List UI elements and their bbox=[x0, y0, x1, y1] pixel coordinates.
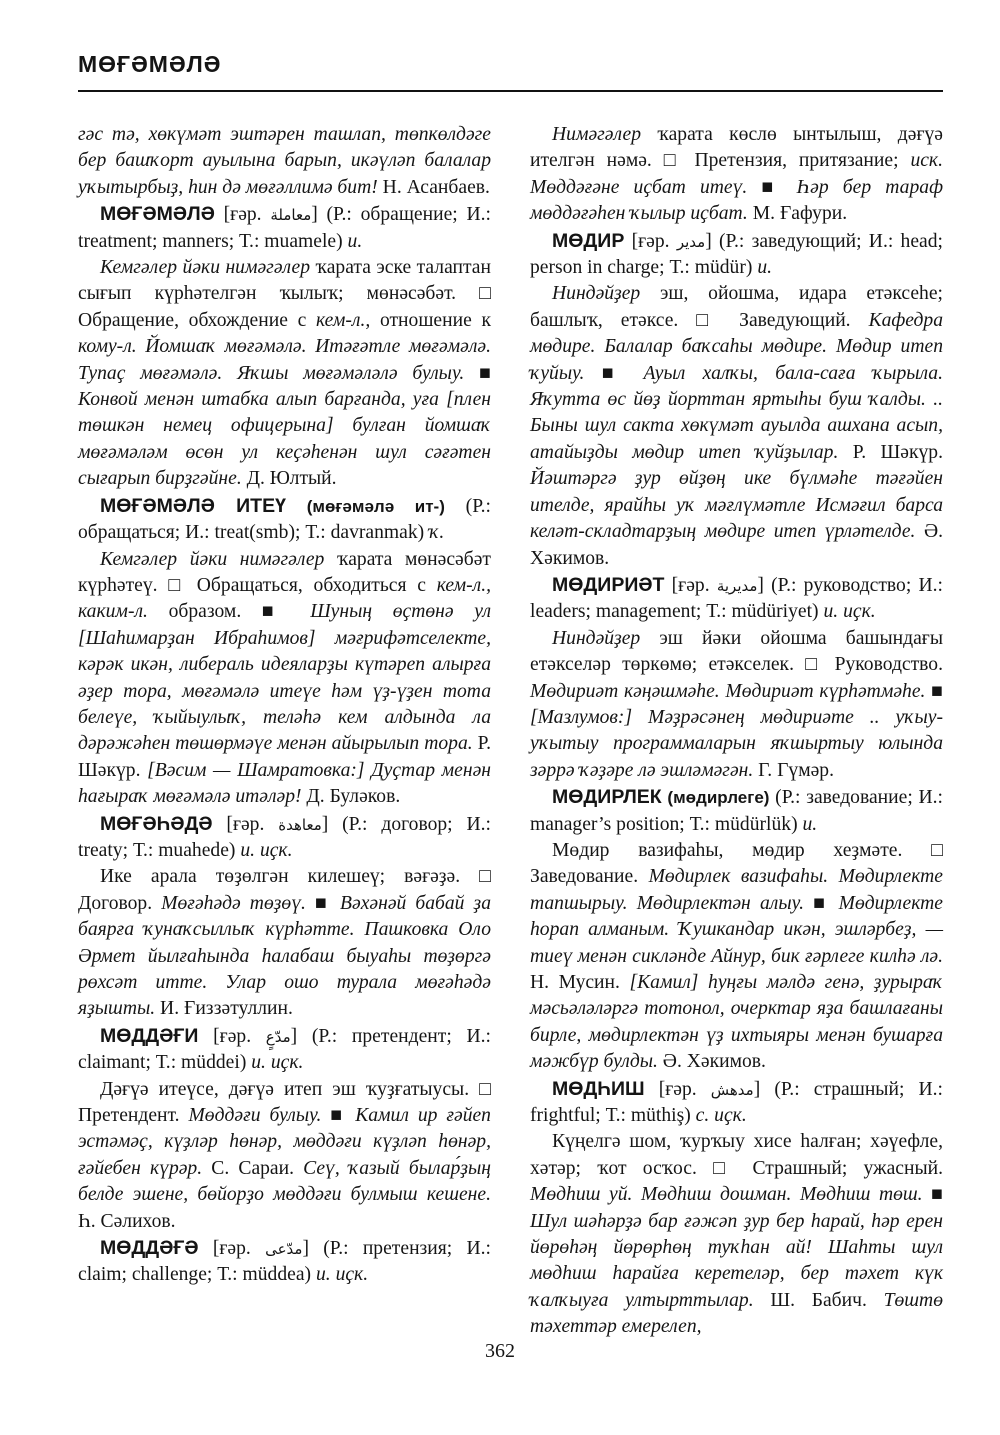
dictionary-entry bbox=[78, 201, 491, 255]
arabic-etymon: مديرية bbox=[716, 576, 758, 595]
text-run: ҡарата эске талаптан сығып күрһәтелгән ҡылыҡ; мөнәсәбәт. □ Обращение, обхождение с bbox=[78, 257, 491, 331]
headword: МӨҒӘМӘЛӘ ИТЕҮ bbox=[100, 494, 286, 517]
part-of-speech: и. bbox=[757, 257, 773, 279]
dictionary-entry bbox=[78, 811, 491, 865]
paragraph bbox=[78, 122, 491, 201]
translations: (Р.: обращаться; И.: treat(smb); Т.: davranmak) bbox=[78, 495, 491, 544]
etym-prefix: [ғәр. bbox=[664, 574, 717, 596]
dictionary-entry bbox=[530, 572, 943, 626]
part-of-speech: и. иҫк. bbox=[823, 601, 876, 623]
citation-author: С. Сараи. bbox=[202, 1157, 304, 1179]
text-run: образом. ■ bbox=[147, 601, 311, 623]
text-run: ҡарата мөнәсәбәт күрһәтеү. □ Обращаться, обходиться с bbox=[78, 548, 491, 596]
part-of-speech: и. bbox=[802, 813, 818, 835]
headword: МӨҒӘҺӘДӘ bbox=[100, 812, 213, 835]
text-run: кем-л., каким-л. bbox=[78, 574, 491, 623]
dictionary-entry bbox=[78, 1235, 491, 1289]
citation-author: И. Ғиззәтуллин. bbox=[155, 998, 293, 1020]
text-run: Мөдир вазифаһы, мөдир хеҙмәте. □ Заведование. bbox=[530, 839, 943, 888]
text-run: Мөддәғи булыу. bbox=[188, 1105, 322, 1127]
part-of-speech: ҡ. bbox=[429, 522, 445, 544]
definition bbox=[530, 281, 943, 571]
translations: ] (Р.: заведующий; И.: head; person in charge; Т.: müdür) bbox=[530, 230, 943, 279]
definition bbox=[78, 864, 491, 1022]
left-column bbox=[78, 122, 491, 1289]
arabic-etymon: مدير bbox=[676, 232, 706, 251]
translations: ] (Р.: претензия; И.: claim; challenge; Т.: müddea) bbox=[78, 1238, 491, 1286]
text-run: Кемгәлер йәки нимәгәлер bbox=[100, 548, 325, 570]
citation-author: Д. Буләков. bbox=[301, 786, 401, 808]
citation-author: Р. Шәкүр. bbox=[838, 441, 943, 463]
dictionary-entry bbox=[78, 493, 491, 547]
text-run: Нимәгәлер bbox=[552, 124, 642, 145]
square-marker: ■ bbox=[747, 176, 797, 198]
arabic-etymon: مدّعٍ bbox=[265, 1027, 291, 1046]
text-run: Мөдирлек вазифаһы. Мөдирлекте тапшырыу. Мөдирлектән алыу. bbox=[530, 866, 943, 914]
etym-prefix: [ғәр. bbox=[214, 204, 271, 226]
text-run: Йәштәргә ҙур өйҙөң ике бүлмәһе тәғәйен ителде, ярайһы уҡ мәғлүмәтле Исмәғил барса келәт-складтарҙың мөдире итеп үрләтелде. bbox=[530, 468, 943, 543]
part-of-speech: и. иҫк. bbox=[240, 839, 293, 861]
headword: МӨДДӘҒИ bbox=[100, 1024, 199, 1047]
text-run: [Камил] һуңғы мәлдә генә, ҙурыраҡ мәсьәләләргә тотонол, очерктар яҙа башлағаны бирле, мөдирлектән үҙ ихтыяры менән бушарға мәжбүр булды. bbox=[530, 972, 943, 1073]
headword: МӨДИР bbox=[552, 229, 625, 252]
text-run: Мөдһиш уй. Мөдһиш дошман. Мөдһиш төш. bbox=[530, 1184, 923, 1206]
text-run: Мөдириәт кәңәшмәһе. Мөдириәт күрһәтмәһе. bbox=[530, 680, 926, 702]
translations: ] (Р.: страшный; И.: frightful; Т.: müthiş) bbox=[530, 1078, 943, 1127]
citation-author: Р. Шәкүр. bbox=[78, 733, 491, 781]
square-marker: ■ bbox=[305, 892, 341, 914]
arabic-etymon: مدهش bbox=[710, 1080, 754, 1099]
headword: МӨДИРИӘТ bbox=[552, 573, 665, 596]
text-run: Ауыл халҡы, бала-саға ҡырыла. Яҡутта өс йөҙ йорттан яртыһы буш ҡалды. .. Быны шул сакта хөкүмәт ауылда ашхана асып, атайыҙды мөдир итеп ҡуйҙылар. bbox=[530, 362, 943, 463]
text-run: ҡарата көслө ынтылыш, дәғүә ителгән нәмә. □ Претензия, притязание; bbox=[530, 124, 943, 172]
square-marker: ■ bbox=[922, 1184, 944, 1206]
text-run: Шул шәһәрҙә бар ғәжәп ҙур бер һарай, һәр ерен йөрөһәң йөрөрһөң туҡһан ай! Шаһты шул мөдһиш һарайға керетеләр, бер тәхет күк ҡалҡыуға ултырттылар. bbox=[530, 1210, 943, 1311]
headword-form: (мөдирлеге) bbox=[667, 788, 770, 808]
part-of-speech: с. иҫк. bbox=[695, 1105, 747, 1127]
part-of-speech: и. иҫк. bbox=[315, 1264, 369, 1286]
text-run: эш йәки ойошма башындағы етәкселәр төркөмө; етәкселек. □ Руководство. bbox=[530, 627, 943, 676]
citation-author: Н. Асанбаев. bbox=[382, 176, 490, 198]
square-marker: ■ bbox=[803, 892, 839, 914]
definition bbox=[78, 547, 491, 811]
headword: МӨДҺИШ bbox=[552, 1077, 645, 1100]
text-run: Ниндәйҙер bbox=[552, 627, 641, 649]
citation-author: М. Ғафури. bbox=[747, 203, 848, 225]
text-run: Ике арала төҙөлгән килешеү; вәғәҙә. □ Договор. bbox=[78, 866, 491, 914]
text-run: нимәгәлер bbox=[225, 257, 311, 279]
translations: ] (Р.: договор; И.: treaty; Т.: muahede) bbox=[78, 813, 491, 861]
text-run: отношение к bbox=[370, 309, 492, 331]
definition bbox=[530, 838, 943, 1076]
definition bbox=[530, 1129, 943, 1340]
page-number: 362 bbox=[485, 1340, 515, 1362]
text-run: Сеү, ҡазый былар́ҙың белде эшене, бөйорҙо мөддәғи булмыш кешене. bbox=[78, 1157, 491, 1206]
text-run: Конвой менән штабка алып барғанда, уға [плен төшкән немец офицерына] булған йомшаҡ мөғәмәләм өсөн ул кеҫәһенән шул сәғәтен сығарып бирҙгәйне. bbox=[78, 389, 491, 490]
citation-author: Ә. Хәкимов. bbox=[530, 521, 943, 569]
definition bbox=[530, 626, 943, 784]
dictionary-entry bbox=[530, 228, 943, 282]
header-rule bbox=[78, 90, 943, 92]
citation-author: Н. Мусин. bbox=[530, 972, 630, 993]
square-marker: ■ bbox=[584, 362, 644, 384]
square-marker: ■ bbox=[925, 680, 943, 702]
right-column bbox=[530, 122, 943, 1341]
text-run: иск. Мөддәғәне иҫбат итеү. bbox=[530, 150, 943, 198]
citation-author: Ш. Бабич. bbox=[753, 1289, 884, 1311]
translations: (Р.: заведование; И.: manager’s position; Т.: müdürlük) bbox=[530, 787, 943, 835]
definition bbox=[78, 255, 491, 493]
dictionary-entry bbox=[530, 784, 943, 838]
translations: ] (Р.: претендент; И.: claimant; Т.: müddei) bbox=[78, 1025, 491, 1074]
text-run: Һәр бер тараф мөддәғәһен ҡылыр иҫбат. bbox=[530, 176, 943, 225]
etym-prefix: [ғәр. bbox=[624, 230, 677, 252]
text-run: Мөдирлекте һорап алманым. Ҡушкандар икән, эшләрбеҙ, — тиеү менән сикләнде Айнур, бик ғәрлеге килһә лә. bbox=[530, 892, 943, 967]
headword-form: (мөғәмәлә ит-) bbox=[306, 496, 445, 516]
text-run: Кемгәлер йәки bbox=[100, 257, 226, 279]
definition bbox=[78, 1077, 491, 1235]
text-run: Күңелгә шом, ҡурҡыу хисе һалған; хәүефле, хәтәр; ҡот осҡос. □ Страшный; ужасный. bbox=[530, 1131, 943, 1179]
dictionary-entry bbox=[530, 1076, 943, 1130]
text-run: Камил ир ғәйеп эстәмәҫ, күҙләр һөнәр, мөддәғи күҙләп һөнәр, ғәйебен күрәр. bbox=[78, 1105, 491, 1179]
text-run: эш, ойошма, идара етәксеһе; башлыҡ, етәксе. □ Заведующий. bbox=[530, 283, 943, 331]
square-marker: ■ bbox=[321, 1105, 356, 1127]
citation-author: Һ. Сәлихов. bbox=[78, 1210, 176, 1232]
text-run: Кафедра мөдире. Балалар баҡсаһы мөдире. Мөдир итеп ҡуйыу. bbox=[530, 309, 943, 384]
etym-prefix: [ғәр. bbox=[198, 1238, 266, 1260]
running-head: МӨҒӘМӘЛӘ bbox=[78, 51, 222, 77]
dictionary-entry bbox=[78, 1023, 491, 1077]
text-run: Ниндәйҙер bbox=[552, 283, 641, 305]
part-of-speech: и. bbox=[347, 230, 363, 252]
text-run: Дәғүә итеүсе, дәғүә итеп эш ҡуҙғатыусы. □ Претендент. bbox=[78, 1078, 491, 1127]
part-of-speech: и. иҫк. bbox=[251, 1052, 304, 1074]
etym-prefix: [ғәр. bbox=[644, 1078, 711, 1100]
text-run: [Мазлумов:] Мәҙрәсәнең мөдириәте .. уҡыу-уҡытыу программаларын яҡшыртыу юлында зәррә ҡәҙәре лә эшләмәгән. bbox=[530, 706, 943, 781]
citation-author: Ә. Хәкимов. bbox=[657, 1051, 766, 1073]
page-header bbox=[78, 50, 943, 78]
arabic-etymon: مدّعى bbox=[265, 1240, 303, 1259]
text-run: Төштө тәхеттәр емерелеп, bbox=[530, 1289, 943, 1338]
text-run: Шуның өҫтөнә ул [Шаһимарҙан Ибраһимов] мәғрифәтселекте, кәрәк икән, либераль идеяларҙы күтәреп алырға әҙер тора, мөғәмәлә итеүе һәм үҙ-үҙен тота белеүе, ҡыйыулыҡ, теләһә кем алдында ла дәрәжәһен төшөрмәүе менән айырылып тора. bbox=[78, 601, 492, 755]
square-marker: ■ bbox=[464, 362, 492, 384]
citation-author: Г. Гүмәр. bbox=[753, 759, 834, 781]
headword: МӨДДӘҒӘ bbox=[100, 1237, 199, 1260]
etym-prefix: [ғәр. bbox=[198, 1025, 266, 1047]
text-run: кому-л. Йомшаҡ мөғәмәлә. Итәғәтле мөғәмәлә. Тупаҫ мөғәмәлә. Яҡшы мөғәмәләлә булыу. bbox=[78, 336, 491, 384]
arabic-etymon: معاهدة bbox=[278, 815, 322, 834]
text-run: кем-л., bbox=[316, 309, 371, 331]
arabic-etymon: معاملة bbox=[270, 206, 312, 225]
definition bbox=[530, 122, 943, 228]
translations: ] (Р.: руководство; И.: leaders; management; Т.: müdüriyet) bbox=[530, 574, 943, 623]
text-run: Мөғәһәдә төҙөү. bbox=[161, 892, 306, 914]
text-run: Вәхәнәй бабай ҙа баярға ҡунаҡсыллыҡ күрһәтте. Пашковка Оло Әрмет йылғаһында һалабаш быуаһы төҙөргә рөхсәт итте. Улар ошо турала мөғәһәдә яҙышты. bbox=[78, 892, 491, 1020]
headword: МӨҒӘМӘЛӘ bbox=[100, 203, 215, 226]
etym-prefix: [ғәр. bbox=[212, 813, 279, 835]
headword: МӨДИРЛЕК bbox=[552, 786, 662, 809]
text-run: [Вәсим — Шамратовка:] Дуҫтар менән һағыраҡ мөғәмәлә итәләр! bbox=[78, 759, 491, 808]
translations: ] (Р.: обращение; И.: treatment; manners; Т.: muamele) bbox=[78, 204, 491, 252]
example-text: гәс тә, хөкүмәт эштәрен ташлап, төпкөлдәге бер башҡорт ауылына барып, икәүләп балалар уҡытырбыҙ, һин дә мөғәллимә бит! bbox=[78, 124, 491, 198]
citation-author: Д. Юлтый. bbox=[246, 468, 337, 490]
